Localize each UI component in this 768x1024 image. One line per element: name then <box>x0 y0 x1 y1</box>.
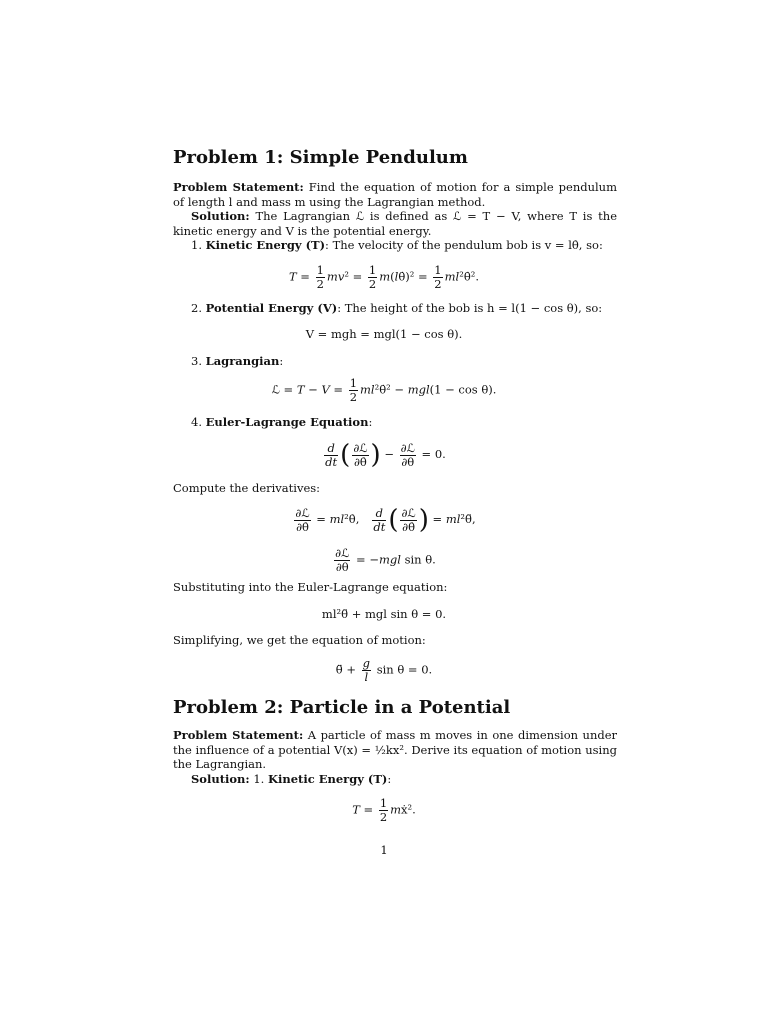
problem2-title: Problem 2: Particle in a Potential <box>173 697 511 718</box>
lagrangian-equation: ℒ = T − V = $\frac{1}{2}$ ml²θ̇² − mgl(1 − cos θ). <box>271 376 497 404</box>
step1-label: Kinetic Energy (T) <box>205 238 326 252</box>
step1-text: : The velocity of the pendulum bob is v = lθ̇, so: <box>325 238 603 252</box>
problem2-kinetic-equation: T = $\frac{1}{2}$ mẋ². <box>352 796 416 824</box>
statement-text: A particle of mass m moves in one dimension under the influence of a potential V(x) = ½kx². Derive its equation of motion using the Lagrangian. <box>173 728 618 771</box>
problem2-solution: Solution: 1. Kinetic Energy (T): <box>191 772 392 786</box>
substitute-text: Substituting into the Euler-Lagrange equation: <box>173 580 448 594</box>
solution-label: Solution: <box>191 209 250 223</box>
statement-label: Problem Statement: <box>173 180 304 194</box>
step4-label: Euler-Lagrange Equation <box>205 415 369 429</box>
problem1-title: Problem 1: Simple Pendulum <box>173 147 468 168</box>
problem1-solution <box>173 209 617 238</box>
problem2-statement <box>173 728 617 772</box>
simplify-text: Simplifying, we get the equation of motion: <box>173 633 426 647</box>
step1: 1. Kinetic Energy (T): The velocity of the pendulum bob is v = lθ̇, so: <box>191 238 603 252</box>
derivatives-equation: $\frac{\text{∂ℒ}}{\partial\thetȧ}$ = ml²θ̇, $\frac{d}{dt}$ ( $\frac{\text{∂ℒ}}{\partial\thetȧ}$ ) = ml²θ̈, <box>295 505 476 535</box>
euler-lagrange-equation: $\frac{d}{dt}$ ( $\frac{\text{∂ℒ}}{\partial\thetȧ}$ ) − $\frac{\text{∂ℒ}}{\partial\theta}$ = 0. <box>325 440 446 470</box>
compute-text: Compute the derivatives: <box>173 481 321 495</box>
step3: 3. Lagrangian: <box>191 354 284 368</box>
step4: 4. Euler-Lagrange Equation: <box>191 415 373 429</box>
step2-text: : The height of the bob is h = l(1 − cos θ), so: <box>337 301 603 315</box>
potential-energy-equation: V = mgh = mgl(1 − cos θ). <box>305 327 463 341</box>
page-number: 1 <box>380 843 388 857</box>
equation-of-motion: θ̈ + $\frac{g}{l}$ sin θ = 0. <box>335 656 433 684</box>
step1-label: Kinetic Energy (T) <box>267 772 388 786</box>
step2-label: Potential Energy (V) <box>205 301 338 315</box>
statement-text: Find the equation of motion for a simple pendulum of length l and mass m using the Lagrangian method. <box>173 180 617 209</box>
substituted-equation: ml²θ̈ + mgl sin θ = 0. <box>321 607 447 621</box>
solution-text: The Lagrangian ℒ is defined as ℒ = T − V, where T is the kinetic energy and V is the potential energy. <box>173 209 618 238</box>
step3-label: Lagrangian <box>205 354 280 368</box>
partial-theta-equation: $\frac{\text{∂ℒ}}{\partial\theta}$ = −mgl sin θ. <box>335 546 436 574</box>
kinetic-energy-equation: T = $\frac{1}{2}$ mv² = $\frac{1}{2}$ m(lθ̇)² = $\frac{1}{2}$ ml²θ̇². <box>288 263 480 291</box>
statement-label: Problem Statement: <box>173 728 304 742</box>
problem1-statement <box>173 180 617 209</box>
step2: 2. Potential Energy (V): The height of the bob is h = l(1 − cos θ), so: <box>191 301 603 315</box>
solution-label: Solution: <box>191 772 250 786</box>
